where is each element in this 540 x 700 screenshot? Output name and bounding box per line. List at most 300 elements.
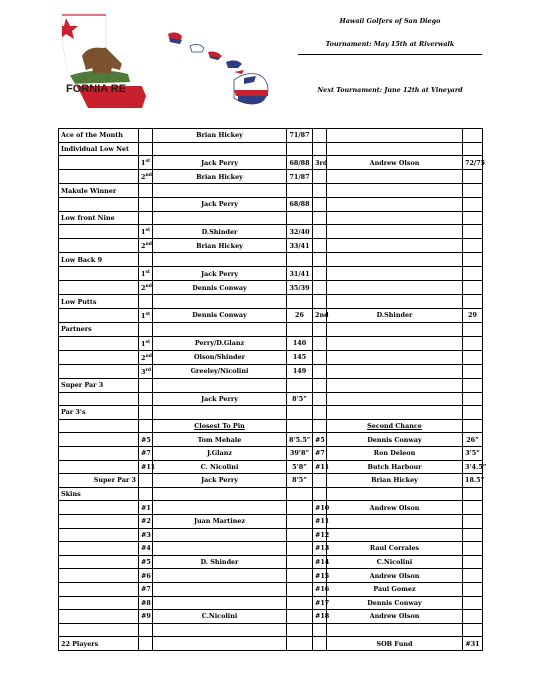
cell-winner: Tom Mehale xyxy=(153,433,287,447)
cell-winner-2 xyxy=(327,487,463,501)
cell-score xyxy=(287,528,313,542)
cell-score-2 xyxy=(463,253,483,267)
cell-place-2: #12 xyxy=(313,528,327,542)
table-row xyxy=(59,392,483,406)
cell-place-2 xyxy=(313,239,327,253)
cell-score xyxy=(287,253,313,267)
header-rule xyxy=(298,54,482,55)
cell-winner-2: Raul Corrales xyxy=(327,542,463,556)
table-row xyxy=(59,156,483,170)
hawaii-islands-shape xyxy=(168,32,268,104)
cell-score xyxy=(287,569,313,583)
cell-place-2: #15 xyxy=(313,569,327,583)
cell-winner: Jack Perry xyxy=(153,267,287,281)
cell-row-label: Ace of the Month xyxy=(59,129,139,143)
cell-row-label xyxy=(59,239,139,253)
cell-winner-2 xyxy=(327,514,463,528)
cell-winner-2 xyxy=(327,392,463,406)
cell-place: #3 xyxy=(139,528,153,542)
cell-winner: Closest To Pin xyxy=(153,419,287,433)
table-row xyxy=(59,637,483,651)
cell-row-label xyxy=(59,501,139,515)
cell-row-label xyxy=(59,569,139,583)
table-row xyxy=(59,198,483,212)
cell-winner-2: Brian Hickey xyxy=(327,474,463,488)
cell-winner-2 xyxy=(327,295,463,309)
cell-row-label xyxy=(59,460,139,474)
cell-score-2 xyxy=(463,129,483,143)
table-row xyxy=(59,184,483,198)
cell-score-2 xyxy=(463,514,483,528)
cell-place: #5 xyxy=(139,433,153,447)
table-row xyxy=(59,446,483,460)
cell-place-2 xyxy=(313,350,327,364)
cell-place-2 xyxy=(313,129,327,143)
cell-place: #5 xyxy=(139,555,153,569)
cell-winner-2 xyxy=(327,184,463,198)
cell-score-2 xyxy=(463,267,483,281)
cell-winner-2 xyxy=(327,142,463,156)
cell-place: 2nd xyxy=(139,281,153,295)
cell-winner-2: C.Nicolini xyxy=(327,555,463,569)
cell-score: 5’8” xyxy=(287,460,313,474)
table-row xyxy=(59,170,483,184)
cell-place-2 xyxy=(313,379,327,393)
cell-score-2 xyxy=(463,170,483,184)
cell-score-2 xyxy=(463,582,483,596)
cell-place xyxy=(139,295,153,309)
cell-place: #9 xyxy=(139,610,153,624)
table-row xyxy=(59,460,483,474)
cell-place: #11 xyxy=(139,460,153,474)
cell-place-2 xyxy=(313,623,327,637)
cell-place-2: #14 xyxy=(313,555,327,569)
cell-winner xyxy=(153,253,287,267)
cell-place-2: #16 xyxy=(313,582,327,596)
cell-score-2 xyxy=(463,501,483,515)
cell-score-2 xyxy=(463,555,483,569)
cell-place: #6 xyxy=(139,569,153,583)
cell-place: #8 xyxy=(139,596,153,610)
cell-winner-2 xyxy=(327,267,463,281)
results-table xyxy=(58,128,487,651)
table-row xyxy=(59,542,483,556)
cell-winner-2: Dennis Conway xyxy=(327,433,463,447)
cell-score-2 xyxy=(463,623,483,637)
table-row xyxy=(59,350,483,364)
cell-score: 149 xyxy=(287,364,313,378)
cell-score-2 xyxy=(463,406,483,420)
cell-winner xyxy=(153,569,287,583)
cell-score-2 xyxy=(463,239,483,253)
cell-row-label xyxy=(59,281,139,295)
cell-score-2 xyxy=(463,323,483,337)
cell-place: 2nd xyxy=(139,170,153,184)
cell-score-2: 72/75 xyxy=(463,156,483,170)
cell-winner xyxy=(153,211,287,225)
cell-winner: C. Nicolini xyxy=(153,460,287,474)
cell-winner-2 xyxy=(327,129,463,143)
cell-score-2 xyxy=(463,295,483,309)
cell-score-2: 18.5” xyxy=(463,474,483,488)
cell-row-label xyxy=(59,225,139,239)
cell-winner xyxy=(153,142,287,156)
cell-score-2: 3’5” xyxy=(463,446,483,460)
cell-winner xyxy=(153,379,287,393)
cell-row-label xyxy=(59,433,139,447)
cell-place: 2nd xyxy=(139,350,153,364)
cell-winner-2 xyxy=(327,350,463,364)
cell-place xyxy=(139,392,153,406)
table-row xyxy=(59,336,483,350)
cell-place: #7 xyxy=(139,582,153,596)
cell-place-2: #5 xyxy=(313,433,327,447)
table-row xyxy=(59,379,483,393)
cell-place xyxy=(139,623,153,637)
cell-row-label xyxy=(59,308,139,322)
cell-place: 1st xyxy=(139,336,153,350)
cell-place-2 xyxy=(313,253,327,267)
cell-row-label: Low Putts xyxy=(59,295,139,309)
cell-winner-2 xyxy=(327,239,463,253)
cell-row-label xyxy=(59,419,139,433)
table-row xyxy=(59,596,483,610)
cell-winner-2 xyxy=(327,211,463,225)
cell-winner-2: SOB Fund xyxy=(327,637,463,651)
tournament-title: Tournament: May 15th at Riverwalk xyxy=(325,40,455,48)
cell-score-2 xyxy=(463,225,483,239)
cell-score: 39’8” xyxy=(287,446,313,460)
cell-winner: D. Shinder xyxy=(153,555,287,569)
table-row xyxy=(59,610,483,624)
cell-score: 8’5.5” xyxy=(287,433,313,447)
table-row xyxy=(59,253,483,267)
cell-row-label xyxy=(59,364,139,378)
cell-score-2 xyxy=(463,142,483,156)
table-row xyxy=(59,129,483,143)
cell-row-label: Low front Nine xyxy=(59,211,139,225)
cell-winner xyxy=(153,295,287,309)
cell-score: 33/41 xyxy=(287,239,313,253)
cell-score xyxy=(287,610,313,624)
cell-place xyxy=(139,379,153,393)
cell-place xyxy=(139,129,153,143)
cell-winner-2: Ron Deleon xyxy=(327,446,463,460)
cell-winner xyxy=(153,406,287,420)
cell-place-2 xyxy=(313,323,327,337)
cell-place xyxy=(139,211,153,225)
cell-score: 71/87 xyxy=(287,129,313,143)
cell-score: 68/88 xyxy=(287,156,313,170)
cell-score xyxy=(287,596,313,610)
cell-place-2 xyxy=(313,392,327,406)
logo-text: FORNIA RE xyxy=(66,83,127,95)
cell-winner xyxy=(153,487,287,501)
cell-winner-2: Andrew Olson xyxy=(327,156,463,170)
cell-row-label: Skins xyxy=(59,487,139,501)
cell-winner: Juan Martinez xyxy=(153,514,287,528)
cell-row-label xyxy=(59,156,139,170)
cell-winner: Greeley/Nicolini xyxy=(153,364,287,378)
cell-winner: Dennis Conway xyxy=(153,308,287,322)
cell-winner-2: Andrew Olson xyxy=(327,569,463,583)
cell-score: 8’5” xyxy=(287,392,313,406)
cell-place: #4 xyxy=(139,542,153,556)
cell-score-2 xyxy=(463,419,483,433)
cell-row-label: Makule Winner xyxy=(59,184,139,198)
cell-row-label xyxy=(59,610,139,624)
table-row xyxy=(59,364,483,378)
cell-place xyxy=(139,487,153,501)
cell-winner xyxy=(153,184,287,198)
table-row xyxy=(59,623,483,637)
cell-score: 145 xyxy=(287,350,313,364)
cell-score: 26 xyxy=(287,308,313,322)
cell-place: 1st xyxy=(139,267,153,281)
cell-score-2 xyxy=(463,392,483,406)
table-row xyxy=(59,433,483,447)
cell-row-label xyxy=(59,596,139,610)
cell-winner-2: Second Chance xyxy=(327,419,463,433)
cell-winner xyxy=(153,596,287,610)
cell-winner-2 xyxy=(327,379,463,393)
cell-winner: Brian Hickey xyxy=(153,129,287,143)
cell-score-2 xyxy=(463,281,483,295)
table-row xyxy=(59,528,483,542)
cell-winner: D.Shinder xyxy=(153,225,287,239)
cell-place xyxy=(139,474,153,488)
cell-place-2: 2nd xyxy=(313,308,327,322)
cell-row-label xyxy=(59,555,139,569)
cell-place-2: #10 xyxy=(313,501,327,515)
cell-row-label xyxy=(59,582,139,596)
cell-score: 8’5” xyxy=(287,474,313,488)
table-row xyxy=(59,308,483,322)
cell-place-2: #13 xyxy=(313,542,327,556)
cell-score: 140 xyxy=(287,336,313,350)
cell-winner-2 xyxy=(327,170,463,184)
cell-row-label: Super Par 3 xyxy=(59,379,139,393)
cell-place-2: 3rd xyxy=(313,156,327,170)
cell-place xyxy=(139,637,153,651)
cell-place xyxy=(139,406,153,420)
cell-row-label xyxy=(59,198,139,212)
cell-score xyxy=(287,623,313,637)
cell-place-2 xyxy=(313,198,327,212)
cell-place-2: #7 xyxy=(313,446,327,460)
cell-winner-2: Paul Gomez xyxy=(327,582,463,596)
cell-score xyxy=(287,501,313,515)
cell-row-label xyxy=(59,623,139,637)
cell-score-2 xyxy=(463,211,483,225)
cell-row-label xyxy=(59,446,139,460)
table-row xyxy=(59,281,483,295)
cell-score: 35/39 xyxy=(287,281,313,295)
cell-place-2 xyxy=(313,225,327,239)
cell-winner-2: Andrew Olson xyxy=(327,610,463,624)
cell-winner: Dennis Conway xyxy=(153,281,287,295)
cell-winner-2: Dennis Conway xyxy=(327,596,463,610)
table-row xyxy=(59,582,483,596)
cell-winner-2 xyxy=(327,225,463,239)
cell-place: 1st xyxy=(139,308,153,322)
cell-score xyxy=(287,514,313,528)
cell-winner-2 xyxy=(327,406,463,420)
cell-score xyxy=(287,487,313,501)
cell-place-2 xyxy=(313,142,327,156)
cell-score xyxy=(287,323,313,337)
cell-place: 2nd xyxy=(139,239,153,253)
cell-score-2: 29 xyxy=(463,308,483,322)
table-row xyxy=(59,514,483,528)
cell-score: 68/88 xyxy=(287,198,313,212)
cell-place-2 xyxy=(313,406,327,420)
cell-score xyxy=(287,582,313,596)
cell-score-2 xyxy=(463,336,483,350)
cell-score-2: 3’4.5” xyxy=(463,460,483,474)
cell-winner: Jack Perry xyxy=(153,392,287,406)
cell-score xyxy=(287,184,313,198)
cell-place-2: #18 xyxy=(313,610,327,624)
table-row xyxy=(59,211,483,225)
table-row xyxy=(59,474,483,488)
cell-place-2 xyxy=(313,487,327,501)
cell-place-2 xyxy=(313,336,327,350)
cell-score-2 xyxy=(463,596,483,610)
cell-row-label xyxy=(59,528,139,542)
cell-score xyxy=(287,295,313,309)
cell-winner: Olson/Shinder xyxy=(153,350,287,364)
cell-score-2 xyxy=(463,487,483,501)
cell-place-2 xyxy=(313,364,327,378)
cell-row-label xyxy=(59,542,139,556)
cell-score xyxy=(287,142,313,156)
cell-score-2 xyxy=(463,350,483,364)
cell-score-2 xyxy=(463,542,483,556)
table-row xyxy=(59,419,483,433)
cell-row-label: Partners xyxy=(59,323,139,337)
cell-row-label xyxy=(59,267,139,281)
cell-place-2: #11 xyxy=(313,514,327,528)
table-row xyxy=(59,225,483,239)
cell-score: 31/41 xyxy=(287,267,313,281)
cell-winner: Perry/D.Glanz xyxy=(153,336,287,350)
cell-place xyxy=(139,142,153,156)
table-row xyxy=(59,142,483,156)
cell-place-2 xyxy=(313,184,327,198)
club-name: Hawaii Golfers of San Diego xyxy=(339,17,441,25)
cell-score xyxy=(287,379,313,393)
cell-score xyxy=(287,211,313,225)
cell-score-2 xyxy=(463,379,483,393)
cell-score-2: 26” xyxy=(463,433,483,447)
cell-place: 1st xyxy=(139,156,153,170)
cell-score xyxy=(287,406,313,420)
table-row xyxy=(59,487,483,501)
cell-place xyxy=(139,198,153,212)
cell-place-2: #17 xyxy=(313,596,327,610)
cell-row-label xyxy=(59,350,139,364)
cell-place: #1 xyxy=(139,501,153,515)
cell-place: 3rd xyxy=(139,364,153,378)
cell-score-2 xyxy=(463,198,483,212)
cell-place-2 xyxy=(313,170,327,184)
cell-score xyxy=(287,419,313,433)
cell-row-label: Individual Low Net xyxy=(59,142,139,156)
cell-score-2 xyxy=(463,184,483,198)
cell-winner-2 xyxy=(327,323,463,337)
cell-place-2 xyxy=(313,419,327,433)
cell-winner: J.Glanz xyxy=(153,446,287,460)
cell-winner-2: Butch Harbour xyxy=(327,460,463,474)
table-row xyxy=(59,569,483,583)
cell-place-2 xyxy=(313,637,327,651)
cell-row-label: Super Par 3 xyxy=(59,474,139,488)
cell-place xyxy=(139,323,153,337)
cell-place-2 xyxy=(313,267,327,281)
cell-score xyxy=(287,555,313,569)
cell-place: #2 xyxy=(139,514,153,528)
cell-row-label xyxy=(59,392,139,406)
cell-score xyxy=(287,542,313,556)
cell-place-2 xyxy=(313,211,327,225)
cell-score-2 xyxy=(463,528,483,542)
cell-winner-2 xyxy=(327,253,463,267)
cell-place-2: #11 xyxy=(313,460,327,474)
cell-winner xyxy=(153,542,287,556)
cell-winner-2 xyxy=(327,623,463,637)
cell-winner: Jack Perry xyxy=(153,198,287,212)
cell-row-label xyxy=(59,170,139,184)
cell-winner xyxy=(153,637,287,651)
cell-place-2 xyxy=(313,281,327,295)
table-row xyxy=(59,267,483,281)
cell-winner-2 xyxy=(327,281,463,295)
cell-place: 1st xyxy=(139,225,153,239)
cell-place-2 xyxy=(313,295,327,309)
cell-score-2 xyxy=(463,610,483,624)
cell-winner: Jack Perry xyxy=(153,156,287,170)
cell-row-label xyxy=(59,514,139,528)
california-hawaii-flag-logo xyxy=(58,12,278,112)
cell-winner-2 xyxy=(327,528,463,542)
cell-score-2 xyxy=(463,364,483,378)
cell-row-label: 22 Players xyxy=(59,637,139,651)
cell-winner xyxy=(153,623,287,637)
table-row xyxy=(59,239,483,253)
cell-place-2 xyxy=(313,474,327,488)
cell-row-label: Low Back 9 xyxy=(59,253,139,267)
cell-score: 32/40 xyxy=(287,225,313,239)
cell-winner: Brian Hickey xyxy=(153,170,287,184)
cell-score-2: #31 xyxy=(463,637,483,651)
cell-score-2 xyxy=(463,569,483,583)
cell-winner-2 xyxy=(327,364,463,378)
cell-score xyxy=(287,637,313,651)
cell-winner-2: Andrew Olson xyxy=(327,501,463,515)
next-tournament: Next Tournament: June 12th at Vineyard xyxy=(317,86,463,94)
cell-winner-2: D.Shinder xyxy=(327,308,463,322)
cell-winner xyxy=(153,528,287,542)
cell-winner xyxy=(153,323,287,337)
cell-place xyxy=(139,253,153,267)
table-row xyxy=(59,295,483,309)
cell-winner xyxy=(153,501,287,515)
cell-place xyxy=(139,419,153,433)
table-row xyxy=(59,501,483,515)
cell-winner: Jack Perry xyxy=(153,474,287,488)
cell-place: #7 xyxy=(139,446,153,460)
